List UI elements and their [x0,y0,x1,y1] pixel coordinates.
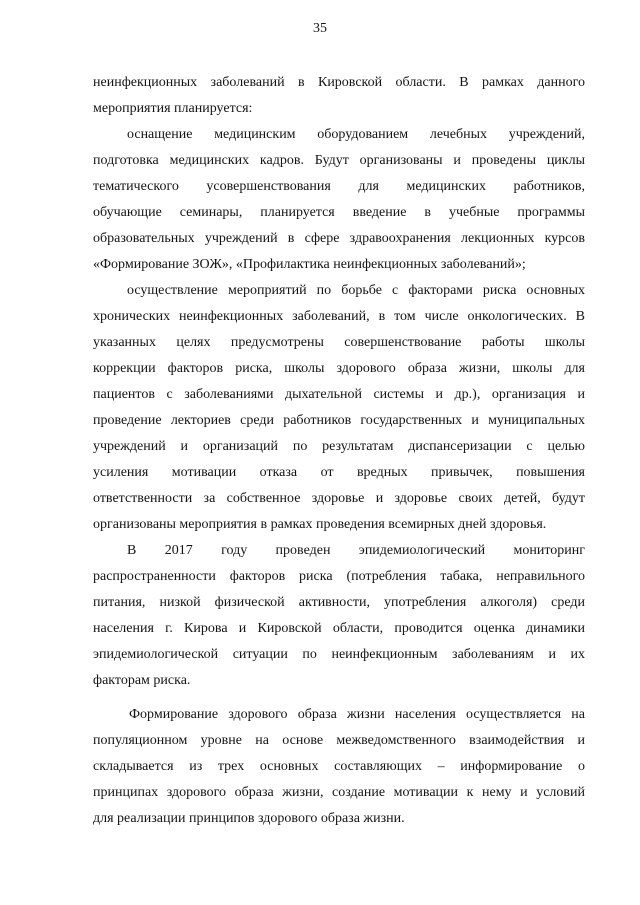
text-line: ответственности за собственное здоровье и здоровье своих детей, будут [93,491,585,506]
paragraph-intro [93,70,585,122]
text-line: населения г. Кирова и Кировской области, проводится оценка динамики [93,621,585,636]
text-line: Формирование здорового образа жизни населения осуществляется на [129,707,585,722]
text-line: учреждений и организаций по результатам диспансеризации с целью [93,439,585,454]
text-line: пациентов с заболеваниями дыхательной системы и др.), организация и [93,387,585,402]
paragraph-risk-factors [93,278,585,538]
page-number: 35 [313,21,327,36]
paragraph-spacer [93,694,585,702]
text-line: неинфекционных заболеваний в Кировской области. В рамках данного [93,75,585,90]
text-line: для реализации принципов здорового образа жизни. [93,811,405,826]
text-line: принципах здорового образа жизни, создание мотивации к нему и условий [93,785,585,800]
text-line: складывается из трех основных составляющих – информирование о [93,759,585,774]
text-line: хронических неинфекционных заболеваний, в том числе онкологических. В [93,309,585,324]
text-line: указанных целях предусмотрены совершенствование работы школы [93,335,585,350]
text-line: тематического усовершенствования для медицинских работников, [93,179,585,194]
paragraph-monitoring [93,538,585,694]
text-line: организованы мероприятия в рамках проведения всемирных дней здоровья. [93,517,547,532]
text-line: популяционном уровне на основе межведомственного взаимодействия и [93,733,585,748]
text-line: питания, низкой физической активности, употребления алкоголя) среди [93,595,585,610]
text-line: усиления мотивации отказа от вредных привычек, повышения [93,465,585,480]
text-line: «Формирование ЗОЖ», «Профилактика неинфекционных заболеваний»; [93,257,526,272]
text-line: осуществление мероприятий по борьбе с факторами риска основных [127,283,585,298]
text-line: эпидемиологической ситуации по неинфекционным заболеваниям и их [93,647,585,662]
text-line: обучающие семинары, планируется введение в учебные программы [93,205,585,220]
text-line: факторам риска. [93,673,191,688]
paragraph-equipment [93,122,585,278]
text-line: В 2017 году проведен эпидемиологический мониторинг [127,543,585,558]
text-line: оснащение медицинским оборудованием лечебных учреждений, [127,127,585,142]
text-line: подготовка медицинских кадров. Будут организованы и проведены циклы [93,153,585,168]
text-line: распространенности факторов риска (потребления табака, неправильного [93,569,585,584]
paragraph-healthy-lifestyle [93,702,585,832]
text-line: образовательных учреждений в сфере здравоохранения лекционных курсов [93,231,585,246]
text-line: мероприятия планируется: [93,101,253,116]
text-line: проведение лекториев среди работников государственных и муниципальных [93,413,585,428]
text-line: коррекции факторов риска, школы здорового образа жизни, школы для [93,361,585,376]
body-text [93,70,585,832]
